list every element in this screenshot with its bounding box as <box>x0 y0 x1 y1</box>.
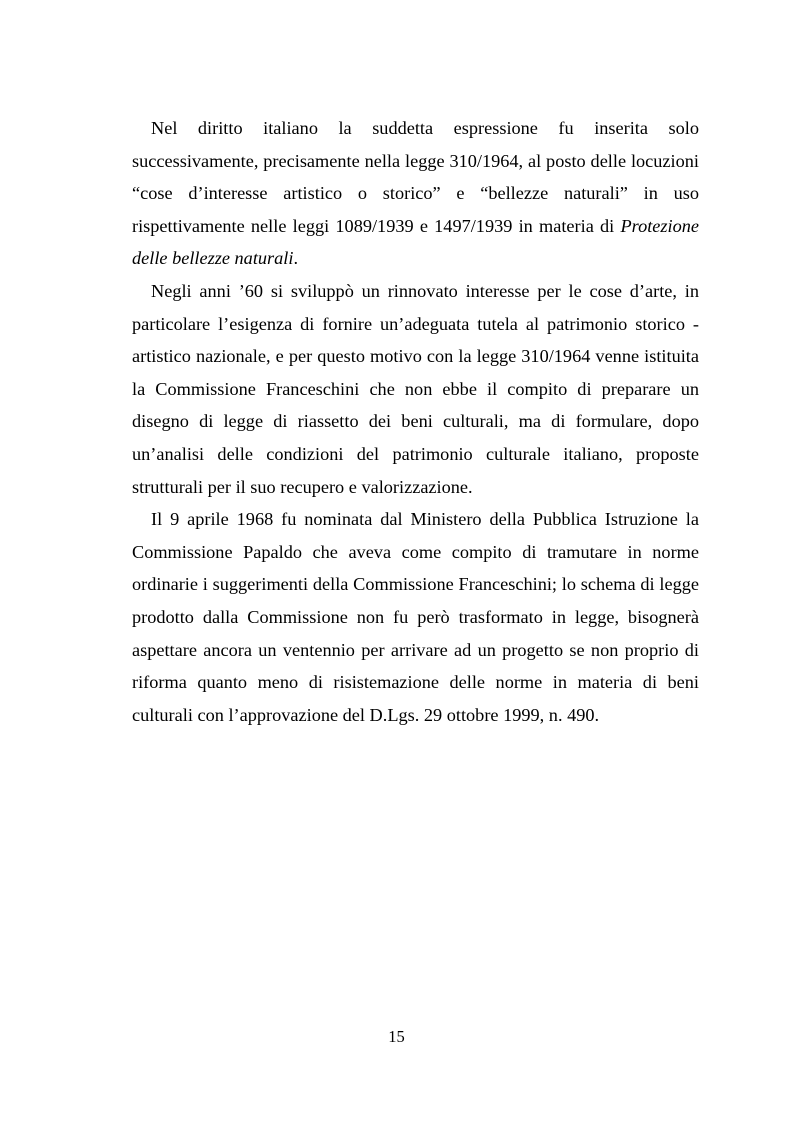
paragraph-2: Negli anni ’60 si sviluppò un rinnovato interesse per le cose d’arte, in particolare l’esigenza di fornire un’adeguata tutela al patrimonio storico - artistico nazionale, e per questo motivo con la legge 310/1964 venne istituita la Commissione Franceschini che non ebbe il compito di preparare un disegno di legge di riassetto dei beni culturali, ma di formulare, dopo un’analisi delle condizioni del patrimonio culturale italiano, proposte strutturali per il suo recupero e valorizzazione. <box>132 280 699 497</box>
page-number: 15 <box>388 1027 405 1046</box>
paragraph-1-text: Nel diritto italiano la suddetta espressione fu inserita solo successivamente, precisamente nella legge 310/1964, al posto delle locuzioni “cose d’interesse artistico o storico” e “bellezze naturali” in uso rispettivamente nelle leggi 1089/1939 e 1497/1939 in materia di <box>132 118 699 236</box>
paragraph-3: Il 9 aprile 1968 fu nominata dal Ministero della Pubblica Istruzione la Commissione Papaldo che aveva come compito di tramutare in norme ordinarie i suggerimenti della Commissione Franceschini; lo schema di legge prodotto dalla Commissione non fu però trasformato in legge, bisognerà aspettare ancora un ventennio per arrivare ad un progetto se non proprio di riforma quanto meno di risistemazione delle norme in materia di beni culturali con l’approvazione del D.Lgs. 29 ottobre 1999, n. 490. <box>132 509 699 725</box>
paragraph-1-end: . <box>293 248 299 269</box>
body-text <box>132 112 699 731</box>
italic-title-protezione: Protezione delle bellezze naturali <box>132 215 699 269</box>
paragraph-1 <box>132 112 699 275</box>
